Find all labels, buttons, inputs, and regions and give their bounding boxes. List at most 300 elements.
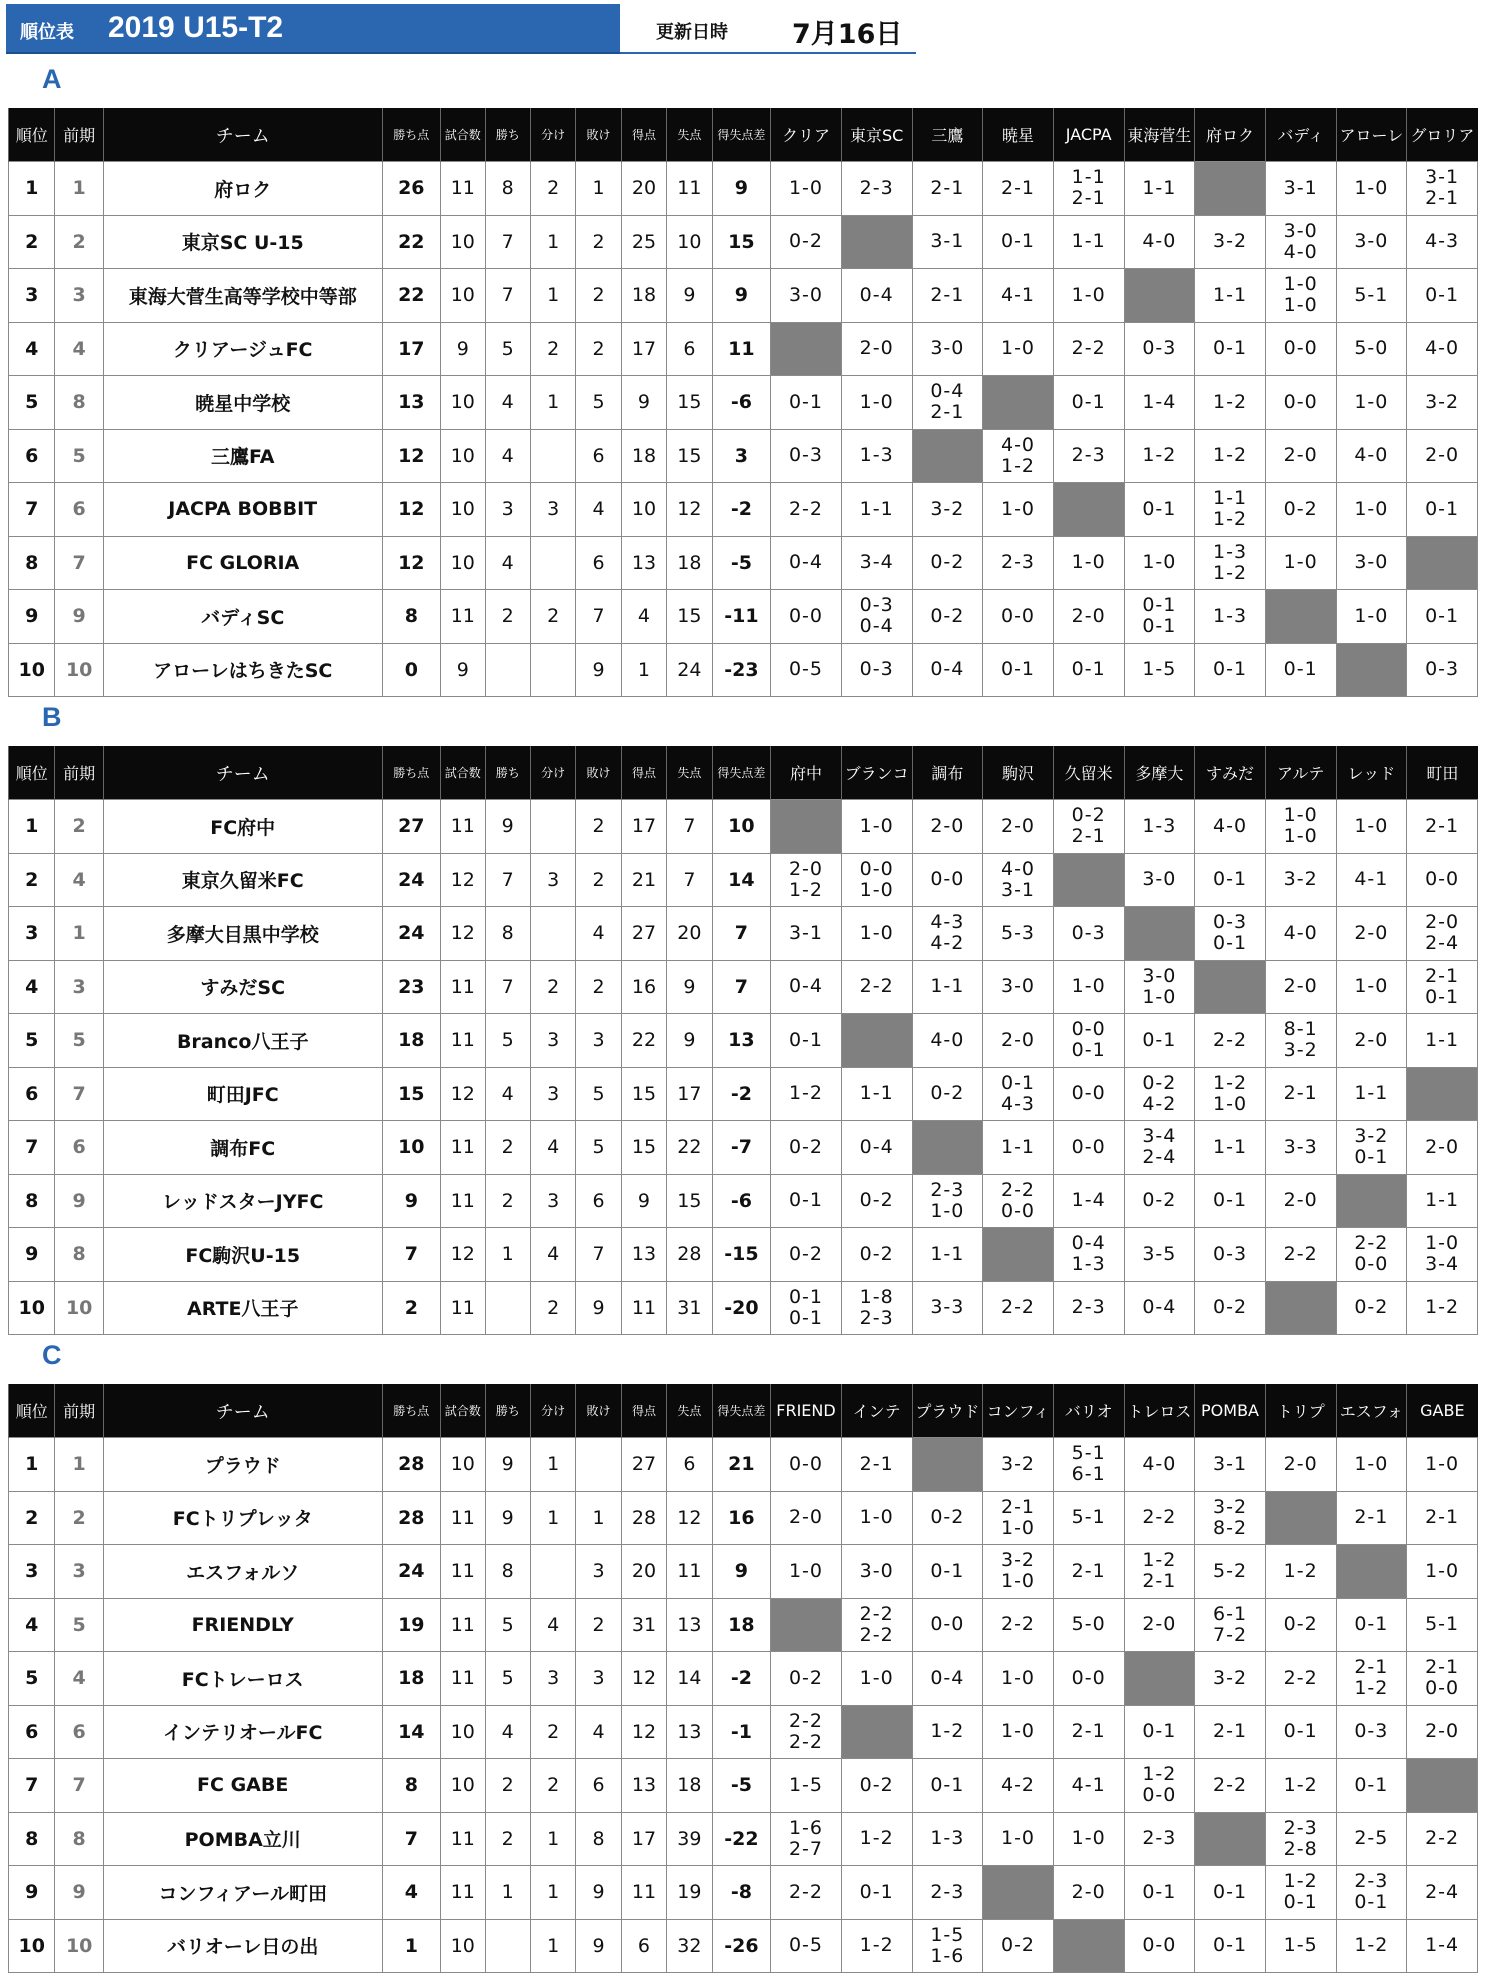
result-score: 0-0 [1000, 604, 1036, 627]
cell-gd: 18 [712, 1598, 771, 1652]
col-header-played: 試合数 [441, 746, 485, 800]
result-score: 2-2 [788, 1880, 824, 1903]
cell-result [1265, 1014, 1336, 1068]
col-header-prev: 前期 [55, 108, 103, 162]
result-score: 1-2 [1142, 444, 1177, 467]
cell-result [771, 376, 842, 430]
group-a-table [8, 108, 1478, 697]
col-header-opponent: 東海菅生 [1124, 108, 1195, 162]
cell-team: 暁星中学校 [103, 376, 382, 430]
result-score: 1-3 [1213, 604, 1248, 627]
result-score: 0-1 [1000, 658, 1036, 681]
result-score: 1-1 [859, 1082, 894, 1105]
cell-result [1407, 376, 1478, 430]
result-score: 7-2 [1213, 1623, 1248, 1646]
result-score: 4-0 [930, 1028, 965, 1051]
result-score: 0-0 [1354, 1253, 1389, 1276]
result-score: 5-0 [1071, 1613, 1106, 1636]
cell-w: 4 [485, 376, 530, 430]
cell-team: 東京久留米FC [103, 853, 382, 907]
cell-result [1124, 1174, 1195, 1228]
cell-result [1407, 269, 1478, 323]
result-score: 0-2 [1283, 1613, 1318, 1636]
cell-gf: 9 [621, 1174, 666, 1228]
cell-result [1336, 590, 1407, 644]
result-score: 0-2 [930, 551, 965, 574]
result-score: 0-1 [1283, 1891, 1318, 1914]
result-score: 0-1 [788, 1306, 824, 1329]
cell-result [1195, 269, 1266, 323]
result-score: 1-0 [1283, 294, 1318, 317]
cell-rank: 3 [9, 1545, 55, 1599]
table-row [9, 1438, 1478, 1492]
result-score: 3-1 [1425, 166, 1460, 189]
cell-gf: 12 [621, 1652, 666, 1706]
cell-result [1053, 1438, 1124, 1492]
cell-result [1265, 376, 1336, 430]
cell-result [841, 429, 912, 483]
cell-result [1195, 1652, 1266, 1706]
result-score: 1-0 [1000, 1570, 1036, 1593]
cell-gd: -11 [712, 590, 771, 644]
col-header-opponent: 久留米 [1053, 746, 1124, 800]
cell-result [1265, 907, 1336, 961]
cell-played: 11 [441, 1014, 485, 1068]
result-score: 0-2 [1283, 497, 1318, 520]
result-score: 1-0 [1142, 551, 1177, 574]
cell-rank: 7 [9, 1121, 55, 1175]
cell-result [841, 1067, 912, 1121]
result-score: 4-3 [930, 911, 965, 934]
cell-w: 2 [485, 590, 530, 644]
cell-result [983, 322, 1054, 376]
cell-result [841, 1545, 912, 1599]
result-score: 3-0 [1142, 964, 1177, 987]
result-score: 1-0 [1354, 497, 1389, 520]
cell-gd: -2 [712, 1067, 771, 1121]
table-row [9, 429, 1478, 483]
result-score: 2-1 [1425, 1656, 1460, 1679]
cell-gf: 9 [621, 376, 666, 430]
result-score: 1-1 [1000, 1135, 1036, 1158]
cell-result [771, 1812, 842, 1866]
result-score: 0-2 [1142, 1071, 1177, 1094]
col-header-played: 試合数 [441, 108, 485, 162]
cell-l: 2 [576, 322, 621, 376]
table-row [9, 322, 1478, 376]
standings-label: 順位表 [20, 22, 74, 43]
result-score: 2-2 [1213, 1028, 1248, 1051]
cell-result [983, 1438, 1054, 1492]
result-score: 4-0 [1213, 814, 1248, 837]
result-score: 2-2 [1213, 1773, 1248, 1796]
cell-w: 2 [485, 1174, 530, 1228]
cell-result [983, 429, 1054, 483]
cell-result [771, 907, 842, 961]
cell-result [771, 1067, 842, 1121]
cell-pts: 13 [382, 376, 441, 430]
cell-team: FC GABE [103, 1759, 382, 1813]
cell-d: 1 [530, 1491, 575, 1545]
result-score: 0-1 [930, 1559, 965, 1582]
result-score: 2-3 [1142, 1827, 1177, 1850]
cell-result [1053, 162, 1124, 216]
cell-result [1053, 800, 1124, 854]
result-score: 1-1 [1213, 487, 1248, 510]
cell-gf: 11 [621, 1866, 666, 1920]
cell-self-match [841, 1705, 912, 1759]
cell-result [1407, 1228, 1478, 1282]
cell-ga: 6 [667, 1438, 712, 1492]
cell-result [1124, 1919, 1195, 1973]
result-score: 3-4 [1142, 1125, 1177, 1148]
cell-team: レッドスターJYFC [103, 1174, 382, 1228]
cell-result [983, 800, 1054, 854]
result-score: 0-0 [1071, 1135, 1106, 1158]
cell-result [1195, 1228, 1266, 1282]
result-score: 1-0 [1071, 1827, 1106, 1850]
cell-played: 11 [441, 1812, 485, 1866]
result-score: 1-0 [1071, 283, 1106, 306]
result-score: 2-8 [1283, 1837, 1318, 1860]
cell-gd: -2 [712, 1652, 771, 1706]
result-score: 0-1 [1283, 658, 1318, 681]
cell-d: 2 [530, 1705, 575, 1759]
cell-gd: 3 [712, 429, 771, 483]
cell-prev: 4 [55, 1652, 103, 1706]
result-score: 2-1 [1071, 825, 1106, 848]
result-score: 2-1 [930, 401, 965, 424]
cell-result [1195, 536, 1266, 590]
result-score: 5-1 [1425, 1613, 1460, 1636]
cell-result [771, 429, 842, 483]
col-header-opponent: 暁星 [983, 108, 1054, 162]
cell-played: 12 [441, 1228, 485, 1282]
col-header-opponent: 町田 [1407, 746, 1478, 800]
cell-rank: 6 [9, 1067, 55, 1121]
result-score: 0-1 [1142, 497, 1177, 520]
cell-result [1124, 215, 1195, 269]
cell-pts: 18 [382, 1652, 441, 1706]
result-score: 1-1 [930, 975, 965, 998]
cell-l: 4 [576, 1705, 621, 1759]
cell-self-match [841, 1014, 912, 1068]
result-score: 2-2 [788, 497, 824, 520]
cell-played: 9 [441, 643, 485, 697]
result-score: 1-0 [859, 1506, 894, 1529]
cell-result [1124, 853, 1195, 907]
result-score: 4-3 [1425, 230, 1460, 253]
cell-result [771, 1281, 842, 1335]
cell-w: 5 [485, 322, 530, 376]
cell-result [1053, 590, 1124, 644]
col-header-opponent: POMBA [1195, 1384, 1266, 1438]
col-header-opponent: 府ロク [1195, 108, 1266, 162]
cell-result [771, 162, 842, 216]
cell-prev: 1 [55, 162, 103, 216]
cell-result [1195, 1598, 1266, 1652]
col-header-opponent: GABE [1407, 1384, 1478, 1438]
cell-result [1336, 1866, 1407, 1920]
result-score: 1-0 [1000, 1827, 1036, 1850]
result-score: 2-3 [1071, 1296, 1106, 1319]
cell-d: 1 [530, 376, 575, 430]
cell-ga: 9 [667, 1014, 712, 1068]
col-header-opponent: クリア [771, 108, 842, 162]
result-score: 2-2 [1000, 1178, 1036, 1201]
cell-ga: 14 [667, 1652, 712, 1706]
col-header-prev: 前期 [55, 1384, 103, 1438]
cell-ga: 13 [667, 1598, 712, 1652]
page-header [6, 4, 916, 54]
cell-result [983, 1491, 1054, 1545]
result-score: 1-0 [1354, 604, 1389, 627]
cell-prev: 7 [55, 1759, 103, 1813]
result-score: 1-1 [1213, 1135, 1248, 1158]
cell-team: クリアージュFC [103, 322, 382, 376]
result-score: 1-3 [930, 1827, 965, 1850]
cell-w: 9 [485, 1438, 530, 1492]
result-score: 0-0 [1071, 1018, 1106, 1041]
col-header-gf: 得点 [621, 1384, 666, 1438]
result-score: 2-0 [1000, 814, 1036, 837]
cell-played: 11 [441, 1866, 485, 1920]
cell-l: 4 [576, 483, 621, 537]
result-score: 2-2 [788, 1709, 824, 1732]
result-score: 3-2 [1213, 230, 1248, 253]
cell-l: 4 [576, 907, 621, 961]
result-score: 3-0 [859, 1559, 894, 1582]
cell-result [841, 1866, 912, 1920]
cell-played: 10 [441, 376, 485, 430]
result-score: 1-0 [1354, 1452, 1389, 1475]
result-score: 0-1 [1213, 868, 1248, 891]
table-row [9, 269, 1478, 323]
cell-team: インテリオールFC [103, 1705, 382, 1759]
cell-rank: 7 [9, 483, 55, 537]
result-score: 1-0 [1354, 390, 1389, 413]
cell-team: ARTE八王子 [103, 1281, 382, 1335]
cell-team: 調布FC [103, 1121, 382, 1175]
result-score: 0-2 [788, 230, 824, 253]
result-score: 0-1 [1071, 1039, 1106, 1062]
cell-team: Branco八王子 [103, 1014, 382, 1068]
cell-result [1265, 643, 1336, 697]
cell-result [983, 960, 1054, 1014]
cell-result [983, 1652, 1054, 1706]
col-header-rank: 順位 [9, 746, 55, 800]
table-row [9, 1545, 1478, 1599]
cell-result [912, 376, 983, 430]
cell-l: 6 [576, 429, 621, 483]
cell-gf: 15 [621, 1121, 666, 1175]
cell-team: アローレはちきたSC [103, 643, 382, 697]
result-score: 2-0 [1283, 1189, 1318, 1212]
cell-ga: 7 [667, 853, 712, 907]
cell-result [912, 1919, 983, 1973]
cell-pts: 10 [382, 1121, 441, 1175]
result-score: 1-0 [1000, 1516, 1036, 1539]
result-score: 1-3 [859, 444, 894, 467]
result-score: 2-0 [1425, 1135, 1460, 1158]
cell-played: 11 [441, 1121, 485, 1175]
cell-self-match [1336, 643, 1407, 697]
table-row [9, 376, 1478, 430]
result-score: 3-2 [930, 497, 965, 520]
cell-result [1336, 1014, 1407, 1068]
result-score: 2-2 [1071, 337, 1106, 360]
col-header-opponent: プラウド [912, 1384, 983, 1438]
cell-pts: 12 [382, 536, 441, 590]
col-header-pts: 勝ち点 [382, 1384, 441, 1438]
col-header-opponent: 東京SC [841, 108, 912, 162]
cell-result [841, 1121, 912, 1175]
cell-result [983, 1174, 1054, 1228]
cell-result [1407, 1705, 1478, 1759]
cell-result [1407, 1121, 1478, 1175]
result-score: 1-0 [1354, 176, 1389, 199]
cell-gd: -6 [712, 376, 771, 430]
cell-result [1336, 1121, 1407, 1175]
cell-result [1265, 269, 1336, 323]
cell-d: 3 [530, 1014, 575, 1068]
cell-result [1195, 215, 1266, 269]
result-score: 1-0 [859, 390, 894, 413]
cell-prev: 1 [55, 1438, 103, 1492]
result-score: 5-1 [1354, 283, 1389, 306]
cell-l: 3 [576, 1652, 621, 1706]
cell-self-match [1407, 536, 1478, 590]
cell-result [912, 800, 983, 854]
result-score: 0-2 [1213, 1296, 1248, 1319]
cell-prev: 6 [55, 483, 103, 537]
cell-ga: 10 [667, 215, 712, 269]
group-a-label: A [42, 64, 62, 94]
cell-gd: -22 [712, 1812, 771, 1866]
cell-played: 10 [441, 1759, 485, 1813]
cell-prev: 1 [55, 907, 103, 961]
cell-played: 11 [441, 800, 485, 854]
result-score: 0-4 [1071, 1232, 1106, 1255]
cell-pts: 8 [382, 1759, 441, 1813]
result-score: 0-3 [1354, 1720, 1389, 1743]
cell-result [1265, 1759, 1336, 1813]
cell-result [912, 1228, 983, 1282]
cell-gf: 20 [621, 1545, 666, 1599]
table-row [9, 590, 1478, 644]
cell-gd: -5 [712, 536, 771, 590]
result-score: 3-1 [1283, 176, 1318, 199]
cell-rank: 8 [9, 1812, 55, 1866]
col-header-d: 分け [530, 108, 575, 162]
cell-result [912, 1281, 983, 1335]
result-score: 0-4 [859, 1135, 894, 1158]
cell-l: 2 [576, 960, 621, 1014]
update-date: 7月16日 [792, 19, 903, 50]
cell-played: 11 [441, 1281, 485, 1335]
cell-self-match [1124, 1652, 1195, 1706]
result-score: 0-2 [859, 1773, 894, 1796]
result-score: 2-1 [1071, 1559, 1106, 1582]
result-score: 4-0 [1142, 230, 1177, 253]
cell-result [841, 907, 912, 961]
cell-result [771, 269, 842, 323]
result-score: 0-1 [1142, 1880, 1177, 1903]
cell-w: 7 [485, 269, 530, 323]
result-score: 2-3 [1000, 551, 1036, 574]
result-score: 1-2 [1283, 1773, 1318, 1796]
cell-gf: 10 [621, 483, 666, 537]
cell-self-match [1053, 483, 1124, 537]
cell-gf: 18 [621, 429, 666, 483]
cell-ga: 11 [667, 162, 712, 216]
cell-self-match [1195, 162, 1266, 216]
result-score: 0-1 [1354, 1146, 1389, 1169]
cell-rank: 2 [9, 1491, 55, 1545]
cell-result [1053, 907, 1124, 961]
cell-l: 9 [576, 1281, 621, 1335]
cell-result [1124, 1121, 1195, 1175]
result-score: 0-2 [859, 1189, 894, 1212]
cell-result [1407, 1438, 1478, 1492]
result-score: 1-2 [1354, 1677, 1389, 1700]
cell-self-match [1265, 590, 1336, 644]
result-score: 3-0 [930, 337, 965, 360]
cell-gf: 16 [621, 960, 666, 1014]
cell-pts: 17 [382, 322, 441, 376]
result-score: 3-4 [1425, 1253, 1460, 1276]
cell-prev: 7 [55, 1067, 103, 1121]
cell-pts: 22 [382, 269, 441, 323]
result-score: 0-3 [1213, 1242, 1248, 1265]
table-row [9, 1866, 1478, 1920]
cell-result [983, 1281, 1054, 1335]
result-score: 0-0 [1283, 390, 1318, 413]
result-score: 1-4 [1142, 390, 1177, 413]
cell-result [771, 1438, 842, 1492]
cell-result [983, 1067, 1054, 1121]
cell-l: 5 [576, 1067, 621, 1121]
col-header-d: 分け [530, 746, 575, 800]
result-score: 4-0 [1142, 1452, 1177, 1475]
cell-prev: 6 [55, 1121, 103, 1175]
result-score: 2-2 [1425, 1827, 1460, 1850]
cell-result [1124, 1438, 1195, 1492]
col-header-l: 敗け [576, 108, 621, 162]
cell-result [1124, 536, 1195, 590]
cell-result [1053, 1281, 1124, 1335]
cell-result [912, 483, 983, 537]
cell-l: 8 [576, 1812, 621, 1866]
cell-result [912, 960, 983, 1014]
cell-result [1053, 1652, 1124, 1706]
cell-d: 3 [530, 1652, 575, 1706]
cell-d: 1 [530, 1812, 575, 1866]
result-score: 2-2 [1000, 1613, 1036, 1636]
cell-result [1407, 1866, 1478, 1920]
col-header-ga: 失点 [667, 746, 712, 800]
col-header-opponent: アルテ [1265, 746, 1336, 800]
table-row [9, 536, 1478, 590]
cell-result [1265, 1598, 1336, 1652]
result-score: 3-1 [788, 921, 824, 944]
cell-ga: 15 [667, 376, 712, 430]
cell-l: 9 [576, 1866, 621, 1920]
cell-result [983, 907, 1054, 961]
result-score: 0-2 [788, 1242, 824, 1265]
col-header-ga: 失点 [667, 1384, 712, 1438]
cell-gf: 13 [621, 1759, 666, 1813]
